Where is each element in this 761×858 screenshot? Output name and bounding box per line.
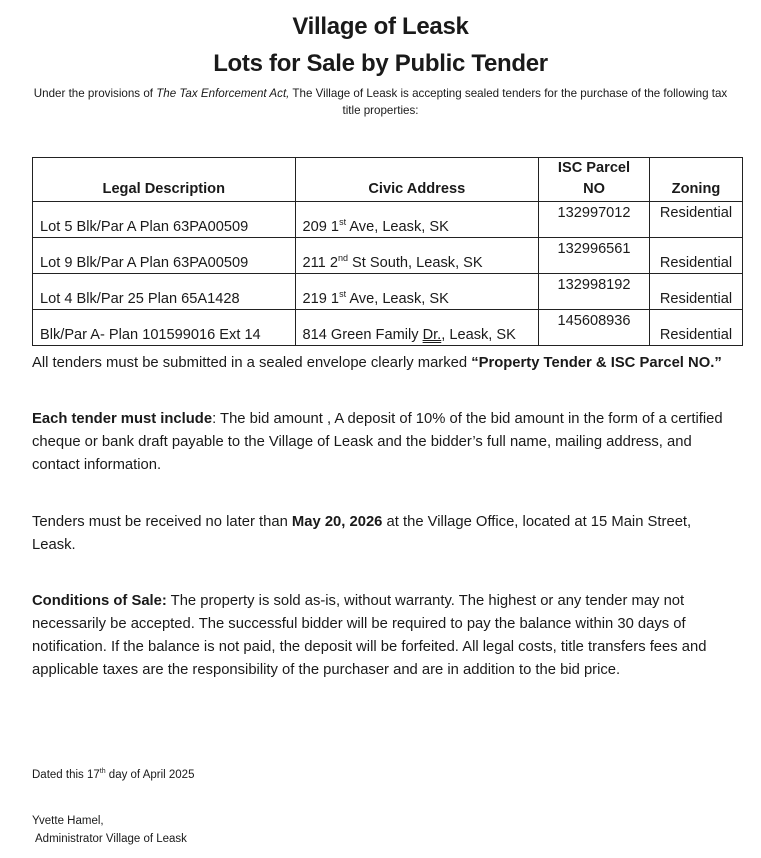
zoning: Residential xyxy=(650,310,743,346)
header-civic-address: Civic Address xyxy=(295,158,539,202)
civic-address: 814 Green Family Dr., Leask, SK xyxy=(295,310,539,346)
legal-description: Lot 5 Blk/Par A Plan 63PA00509 xyxy=(33,202,296,238)
document-title: Village of Leask xyxy=(292,13,469,40)
isc-parcel-number: 145608936 xyxy=(539,310,650,346)
header-isc-parcel-no: ISC Parcel NO xyxy=(539,158,650,202)
isc-parcel-number: 132997012 xyxy=(539,202,650,238)
legal-description: Lot 9 Blk/Par A Plan 63PA00509 xyxy=(33,238,296,274)
dated-line: Dated this 17th day of April 2025 xyxy=(32,768,195,781)
civic-address: 209 1st Ave, Leask, SK xyxy=(295,202,539,238)
deadline-paragraph: Tenders must be received no later than May 20, 2026 at the Village Office, located at 15 Main Street, Leask. xyxy=(32,514,692,553)
table-row xyxy=(33,238,743,274)
intro-act-name: The Tax Enforcement Act, xyxy=(156,87,290,100)
envelope-marking: “Property Tender & ISC Parcel NO.” xyxy=(471,355,722,371)
header-zoning: Zoning xyxy=(650,158,743,202)
signatory-name: Yvette Hamel, xyxy=(32,815,104,827)
tender-requirements-paragraph: Each tender must include: The bid amount , A deposit of 10% of the bid amount in the form of a certified cheque or bank draft payable to the Village of Leask and the bidder’s full name, mailing address, and contact information. xyxy=(32,411,723,473)
zoning: Residential xyxy=(650,274,743,310)
isc-parcel-number: 132996561 xyxy=(539,238,650,274)
legal-description: Lot 4 Blk/Par 25 Plan 65A1428 xyxy=(33,274,296,310)
civic-address: 219 1st Ave, Leask, SK xyxy=(295,274,539,310)
table-row xyxy=(33,310,743,346)
table-row xyxy=(33,274,743,310)
zoning: Residential xyxy=(650,202,743,238)
table-row xyxy=(33,202,743,238)
zoning: Residential xyxy=(650,238,743,274)
signatory-title: Administrator Village of Leask xyxy=(35,833,187,845)
intro-suffix: The Village of Leask is accepting sealed tenders for the purchase of the following tax title properties: xyxy=(289,87,728,117)
legal-description: Blk/Par A- Plan 101599016 Ext 14 xyxy=(33,310,296,346)
properties-table xyxy=(32,157,743,346)
table-header-row xyxy=(33,158,743,202)
intro-paragraph xyxy=(30,85,731,119)
intro-prefix: Under the provisions of xyxy=(33,87,157,100)
isc-parcel-number: 132998192 xyxy=(539,274,650,310)
conditions-paragraph: Conditions of Sale: The property is sold as-is, without warranty. The highest or any tender may not necessarily be accepted. The successful bidder will be required to pay the balance within 30 days of notification. If the balance is not paid, the deposit will be forfeited. All legal costs, title transfers fees and applicable taxes are the responsibility of the purchaser and are in addition to the bid price. xyxy=(32,593,707,678)
document-subtitle: Lots for Sale by Public Tender xyxy=(213,50,548,77)
submission-paragraph: All tenders must be submitted in a sealed envelope clearly marked “Property Tender & ISC Parcel NO.” xyxy=(32,355,722,371)
civic-address: 211 2nd St South, Leask, SK xyxy=(295,238,539,274)
deadline-date: May 20, 2026 xyxy=(291,514,383,530)
header-legal-description: Legal Description xyxy=(33,158,296,202)
